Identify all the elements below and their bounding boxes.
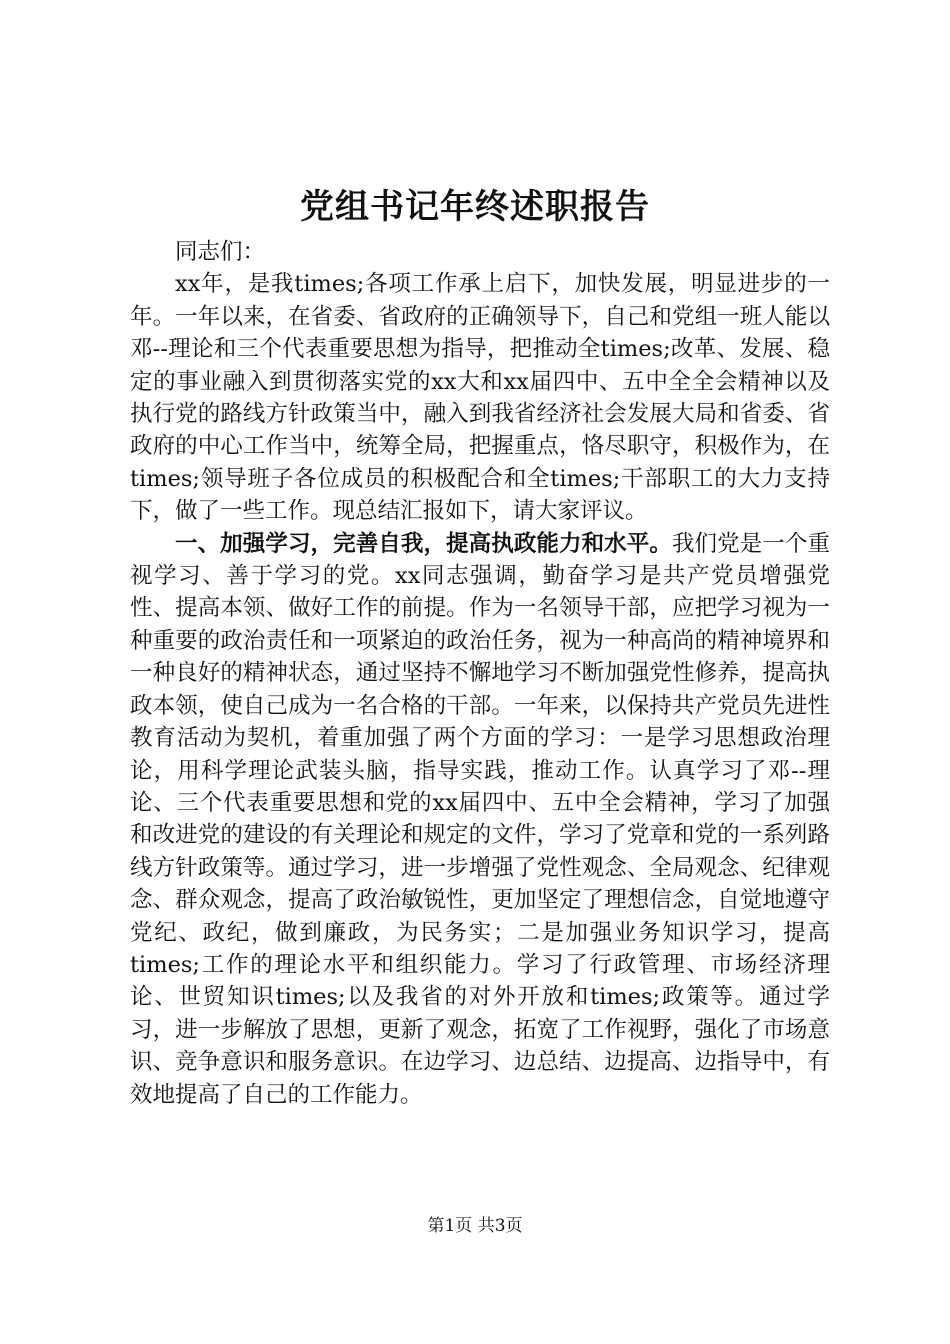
document-title: 党组书记年终述职报告 <box>300 187 650 227</box>
intro-paragraph: xx年，是我times;各项工作承上启下，加快发展，明显进步的一年。一年以来，在省委、省政府的正确领导下，自己和党组一班人能以邓--理论和三个代表重要思想为指导，把推动全times;改革、发展、稳定的事业融入到贯彻落实党的xx大和xx届四中、五中全全会精神以及执行党的路线方针政策当中，融入到我省经济社会发展大局和省委、省政府的中心工作当中，统筹全局，把握重点，恪尽职守，积极作为，在times;领导班子各位成员的积极配合和全times;干部职工的大力支持下，做了一些工作。现总结汇报如下，请大家评议。 <box>130 271 830 525</box>
section-1-body: 我们党是一个重视学习、善于学习的党。xx同志强调，勤奋学习是共产党员增强党性、提高本领、做好工作的前提。作为一名领导干部，应把学习视为一种重要的政治责任和一项紧迫的政治任务，视为一种高尚的精神境界和一种良好的精神状态，通过坚持不懈地学习不断加强党性修养，提高执政本领，使自己成为一名合格的干部。一年来，以保持共产党员先进性教育活动为契机，着重加强了两个方面的学习：一是学习思想政治理论，用科学理论武装头脑，指导实践，推动工作。认真学习了邓--理论、三个代表重要思想和党的xx届四中、五中全会精神，学习了加强和改进党的建设的有关理论和规定的文件，学习了党章和党的一系列路线方针政策等。通过学习，进一步增强了党性观念、全局观念、纪律观念、群众观念，提高了政治敏锐性，更加坚定了理想信念，自觉地遵守党纪、政纪，做到廉政，为民务实；二是加强业务知识学习，提高times;工作的理论水平和组织能力。学习了行政管理、市场经济理论、世贸知识times;以及我省的对外开放和times;政策等。通过学习，进一步解放了思想，更新了观念，拓宽了工作视野，强化了市场意识、竞争意识和服务意识。在边学习、边总结、边提高、边指导中，有效地提高了自己的工作能力。 <box>130 530 830 1108</box>
document-body <box>130 236 830 1111</box>
page-number-footer: 第1页 共3页 <box>427 1216 523 1236</box>
section-1-heading: 一、加强学习，完善自我，提高执政能力和水平。 <box>175 530 672 557</box>
section-1-paragraph <box>130 528 830 1111</box>
greeting: 同志们： <box>175 239 266 265</box>
